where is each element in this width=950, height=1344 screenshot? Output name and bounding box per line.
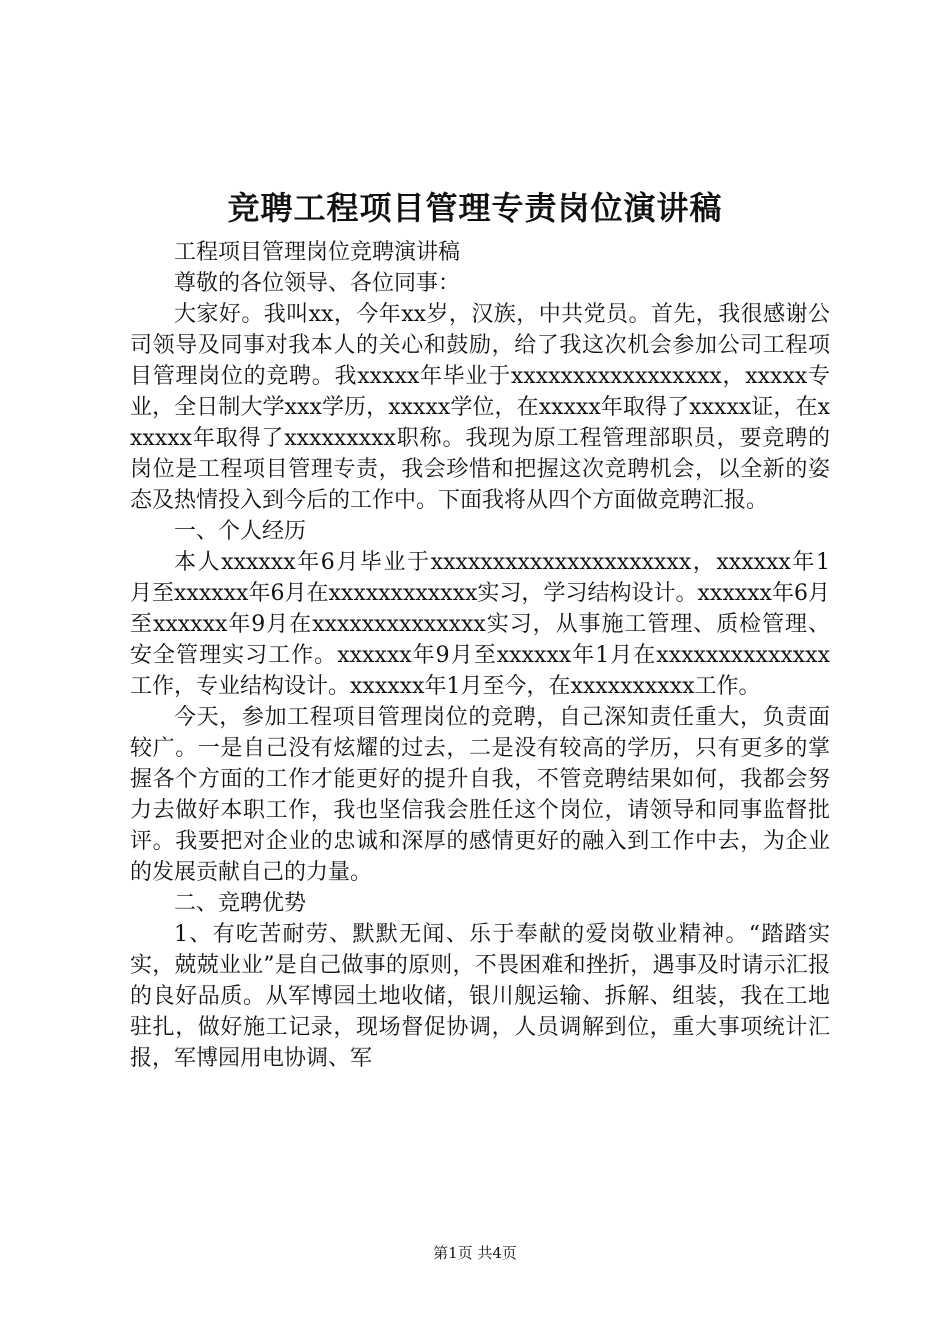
paragraph-motivation: 今天，参加工程项目管理岗位的竞聘，自己深知责任重大，负责面较广。一是自己没有炫耀的过去，二是没有较高的学历，只有更多的掌握各个方面的工作才能更好的提升自我，不管竞聘结果如何，我都会努力去做好本职工作，我也坚信我会胜任这个岗位，请领导和同事监督批评。我要把对企业的忠诚和深厚的感情更好的融入到工作中去，为企业的发展贡献自己的力量。	[130, 705, 830, 885]
section-heading-personal-experience: 一、个人经历	[174, 519, 307, 544]
paragraph-salutation: 尊敬的各位领导、各位同事：	[174, 271, 461, 296]
paragraph-subtitle: 工程项目管理岗位竞聘演讲稿	[174, 240, 461, 265]
page-number: 第1页 共4页	[433, 1244, 517, 1262]
paragraph-introduction: 大家好。我叫xx，今年xx岁，汉族，中共党员。首先，我很感谢公司领导及同事对我本人的关心和鼓励，给了我这次机会参加公司工程项目管理岗位的竞聘。我xxxxx年毕业于xxxxxxxxxxxxxxxxx，xxxxx专业，全日制大学xxx学历，xxxxx学位，在xxxxx年取得了xxxxx证，在xxxxxx年取得了xxxxxxxxx职称。我现为原工程管理部职员，要竞聘的岗位是工程项目管理专责，我会珍惜和把握这次竞聘机会，以全新的姿态及热情投入到今后的工作中。下面我将从四个方面做竞聘汇报。	[130, 302, 830, 513]
document-body	[130, 237, 830, 1074]
page-footer	[0, 1243, 950, 1263]
paragraph-experience: 本人xxxxxx年6月毕业于xxxxxxxxxxxxxxxxxxxxx，xxxxxx年1月至xxxxxx年6月在xxxxxxxxxxxx实习，学习结构设计。xxxxxx年6月至xxxxxx年9月在xxxxxxxxxxxxxx实习，从事施工管理、质检管理、安全管理实习工作。xxxxxx年9月至xxxxxx年1月在xxxxxxxxxxxxxx工作，专业结构设计。xxxxxx年1月至今，在xxxxxxxxxx工作。	[130, 550, 830, 699]
section-heading-advantages: 二、竞聘优势	[174, 891, 307, 916]
document-title: 竞聘工程项目管理专责岗位演讲稿	[227, 189, 723, 227]
paragraph-advantage-1: 1、有吃苦耐劳、默默无闻、乐于奉献的爱岗敬业精神。“踏踏实实，兢兢业业”是自己做事的原则，不畏困难和挫折，遇事及时请示汇报的良好品质。从军博园土地收储，银川舰运输、拆解、组装，我在工地驻扎，做好施工记录，现场督促协调，人员调解到位，重大事项统计汇报，军博园用电协调、军	[130, 922, 830, 1071]
